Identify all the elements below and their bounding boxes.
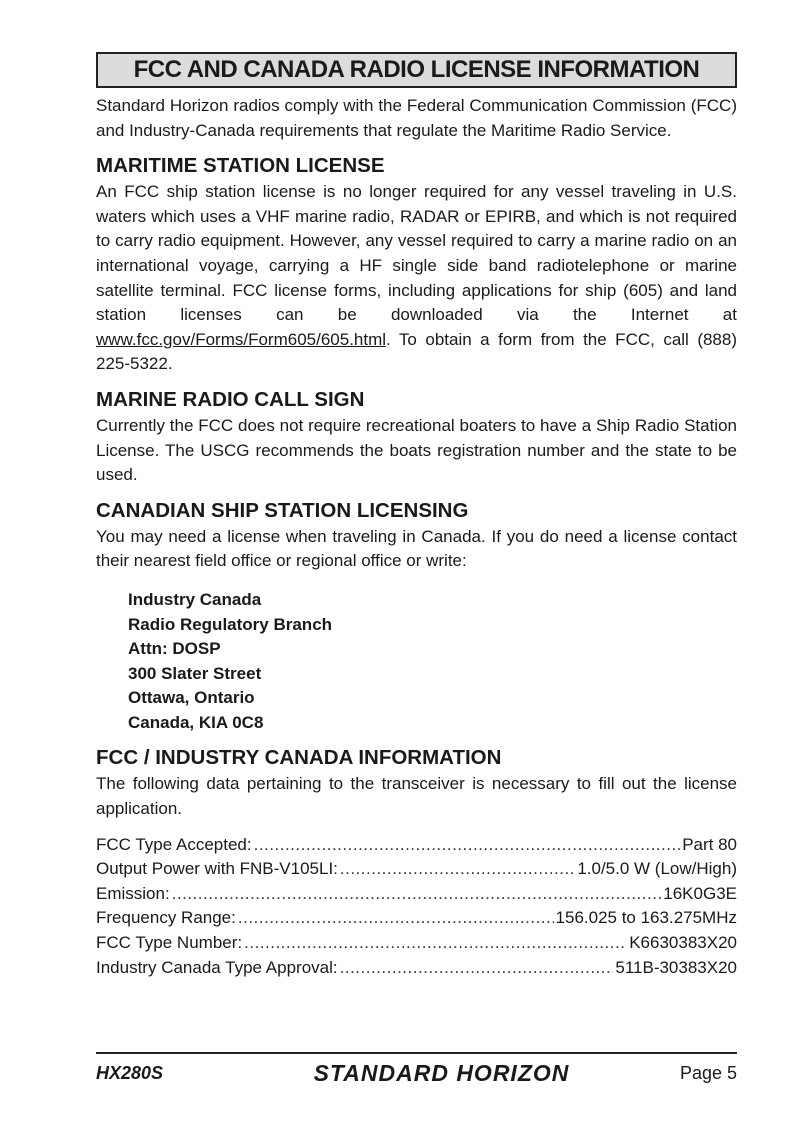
spec-label: Frequency Range: xyxy=(96,908,236,928)
spec-row xyxy=(96,931,737,956)
address-line: Industry Canada xyxy=(128,589,262,609)
leader-dots xyxy=(340,956,614,981)
address-line: Radio Regulatory Branch xyxy=(128,614,333,634)
fcc-ic-heading: FCC / INDUSTRY CANADA INFORMATION xyxy=(96,746,502,770)
callsign-heading: MARINE RADIO CALL SIGN xyxy=(96,387,365,411)
page-content xyxy=(96,52,737,980)
address-line: Ottawa, Ontario xyxy=(128,688,255,708)
maritime-heading: MARITIME STATION LICENSE xyxy=(96,154,385,178)
spec-label: Emission: xyxy=(96,883,170,903)
spec-label: Industry Canada Type Approval: xyxy=(96,957,338,977)
spec-value: 16K0G3E xyxy=(663,883,737,903)
page-title: FCC AND CANADA RADIO LICENSE INFORMATION xyxy=(96,52,737,88)
spec-label: Output Power with FNB-V105LI: xyxy=(96,859,338,879)
spec-value: 511B-30383X20 xyxy=(615,957,737,977)
leader-dots xyxy=(254,833,681,858)
page-footer xyxy=(96,1052,737,1092)
fcc-form-link[interactable]: www.fcc.gov/Forms/Form605/605.html xyxy=(96,329,387,349)
callsign-paragraph: Currently the FCC does not require recreational boaters to have a Ship Radio Station License. The USCG recommends the boats registration number and the state to be used. xyxy=(96,415,737,485)
spec-row xyxy=(96,956,737,981)
address-line: Attn: DOSP xyxy=(128,639,221,659)
spec-value: 1.0/5.0 W (Low/High) xyxy=(577,859,737,879)
mailing-address xyxy=(128,588,737,736)
fcc-ic-paragraph: The following data pertaining to the transceiver is necessary to fill out the license application. xyxy=(96,774,737,819)
spec-row xyxy=(96,882,737,907)
maritime-paragraph xyxy=(96,180,737,377)
spec-value: 156.025 to 163.275MHz xyxy=(555,908,737,928)
leader-dots xyxy=(244,931,627,956)
brand-logo: STANDARD HORIZON xyxy=(313,1059,570,1086)
address-line: Canada, KIA 0C8 xyxy=(128,712,264,732)
model-number: HX280S xyxy=(96,1062,164,1083)
leader-dots xyxy=(172,882,662,907)
spec-label: FCC Type Accepted: xyxy=(96,834,252,854)
spec-value: K6630383X20 xyxy=(629,933,737,953)
maritime-text-b: . To obtain a form from the FCC, call (888) 225-5322. xyxy=(96,329,737,374)
leader-dots xyxy=(340,857,575,882)
spec-label: FCC Type Number: xyxy=(96,933,243,953)
canadian-heading: CANADIAN SHIP STATION LICENSING xyxy=(96,498,469,522)
spec-row xyxy=(96,906,737,931)
spec-row xyxy=(96,857,737,882)
leader-dots xyxy=(238,906,554,931)
intro-paragraph: Standard Horizon radios comply with the Federal Communication Commission (FCC) and Industry-Canada requirements that regulate the Maritime Radio Service. xyxy=(96,96,737,140)
address-line: 300 Slater Street xyxy=(128,663,262,683)
spec-list xyxy=(96,833,737,981)
maritime-text-a: An FCC ship station license is no longer required for any vessel traveling in U.S. waters which uses a VHF marine radio, RADAR or EPIRB, and which is not required to carry radio equipment. However, any vessel required to carry a marine radio on an international voyage, carrying a HF single side band radiotelephone or marine satellite terminal. FCC license forms, including applications for ship (605) and land station licenses can be downloaded via the Internet at xyxy=(96,182,737,325)
page-number: Page 5 xyxy=(679,1062,737,1083)
spec-row xyxy=(96,833,737,858)
spec-value: Part 80 xyxy=(682,834,737,854)
canadian-paragraph: You may need a license when traveling in Canada. If you do need a license contact their nearest field office or regional office or write: xyxy=(96,526,737,571)
